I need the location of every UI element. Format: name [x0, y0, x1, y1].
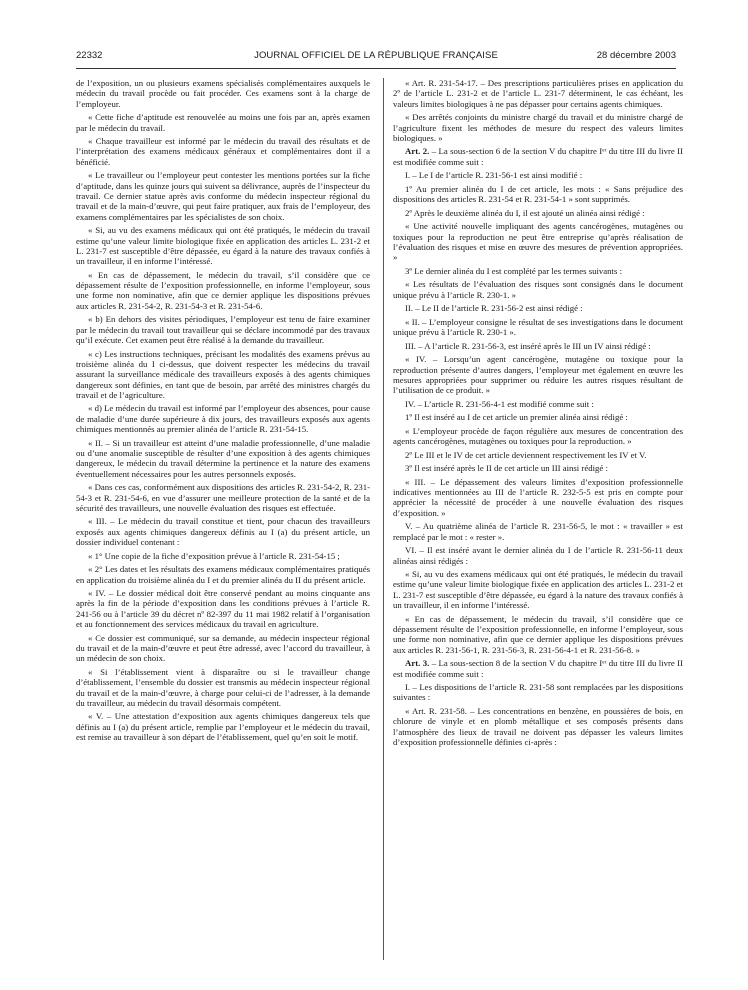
- paragraph: de l’exposition, un ou plusieurs examens spécialisés complémentaires auxquels le médecin du travail procède ou fait procéder. Ces examens sont à la charge de l’employeur.: [76, 78, 370, 109]
- paragraph: « Des arrêtés conjoints du ministre chargé du travail et du ministre chargé de l’agriculture fixent les méthodes de mesure du respect des valeurs limites biologiques. »: [393, 112, 683, 143]
- paragraph: II. – Le II de l’article R. 231-56-2 est ainsi rédigé :: [405, 303, 583, 314]
- paragraph: III. – A l’article R. 231-56-3, est inséré après le III un IV ainsi rédigé :: [405, 340, 651, 351]
- header-rule: [76, 68, 676, 69]
- paragraph: IV. – L’article R. 231-56-4-1 est modifié comme suit :: [405, 398, 594, 409]
- paragraph: « En cas de dépassement, le médecin du travail, s’il considère que ce dépassement résulte de l’exposition professionnelle, en informe l’employeur, sous une forme non nominative, afin que ce dernier applique les dispositions prévues aux articles R. 231-54-2, R. 231-54-3 et R. 231-54-6.: [76, 269, 370, 311]
- paragraph: « d) Le médecin du travail est informé par l’employeur des absences, pour cause de maladie d’une durée supérieure à dix jours, des travailleurs exposés aux agents chimiques mentionnés au premier alinéa de l’article R. 231-54-15.: [76, 403, 370, 435]
- paragraph: « II. – Si un travailleur est atteint d’une maladie professionnelle, d’une maladie ou d’une anomalie susceptible de résulter d’une exposition à des agents chimiques dangereux, le médecin du travail détermine la pertinence et la nature des examens éventuellement nécessaires pour les autres personnels exposés.: [76, 437, 370, 479]
- paragraph: 3º Il est inséré après le II de cet article un III ainsi rédigé :: [405, 463, 608, 474]
- right-column: [393, 78, 683, 750]
- paragraph: « c) Les instructions techniques, précisant les modalités des examens prévus au troisième alinéa du I ci-dessus, que doivent respecter les médecins du travail assurant la surveillance médicale des travailleurs exposés à des agents chimiques dangereux sont définies, en tant que de besoin, par arrêté des ministres chargés du travail et de l’agriculture.: [76, 348, 370, 400]
- journal-title: JOURNAL OFFICIEL DE LA RÉPUBLIQUE FRANÇAISE: [254, 50, 498, 61]
- paragraph: « III. – Le médecin du travail constitue et tient, pour chacun des travailleurs exposés aux agents chimiques dangereux définis au I (a) du présent article, un dossier individuel contenant :: [76, 516, 370, 548]
- article-heading: Art. 2. – La sous-section 6 de la section V du chapitre Iᵉʳ du titre III du livre II est modifiée comme suit :: [393, 146, 683, 167]
- paragraph: I. – Le I de l’article R. 231-56-1 est ainsi modifié :: [405, 170, 583, 181]
- paragraph: 2º Après le deuxième alinéa du I, il est ajouté un alinéa ainsi rédigé :: [405, 207, 645, 218]
- paragraph: 3º Le dernier alinéa du I est complété par les termes suivants :: [405, 265, 623, 276]
- paragraph: « IV. – Lorsqu’un agent cancérogène, mutagène ou toxique pour la reproduction présente d’autres dangers, l’employeur met également en œuvre les mesures appropriées pour supprimer ou réduire les autres risques résultant de l’utilisation de ce produit. »: [393, 354, 683, 396]
- paragraph: 1º Il est inséré au I de cet article un premier alinéa ainsi rédigé :: [405, 412, 628, 423]
- paragraph: « Art. R. 231-54-17. – Des prescriptions particulières prises en application du 2º de l’article L. 231-2 et de l’article L. 231-7 déterminent, le cas échéant, les valeurs limites biologiques à ne pas dépasser pour certains agents chimiques.: [393, 78, 683, 109]
- paragraph: « Art. R. 231-58. – Les concentrations en benzène, en poussières de bois, en chlorure de vinyle et en plomb métallique et ses composés présents dans l’atmosphère des lieux de travail ne doivent pas dépasser les valeurs limites d’exposition professionnelle définies ci-après :: [393, 705, 683, 747]
- paragraph: 1º Au premier alinéa du I de cet article, les mots : « Sans préjudice des dispositions des articles R. 231-54 et R. 231-54-1 » sont supprimés.: [393, 183, 683, 205]
- paragraph: « IV. – Le dossier médical doit être conservé pendant au moins cinquante ans après la fin de la période d’exposition dans les conditions prévues à l’article R. 241-56 ou à l’article 39 du décret nº 82-397 du 11 mai 1982 relatif à l’organisation et au fonctionnement des services médicaux du travail en agriculture.: [76, 588, 370, 630]
- publication-date: 28 décembre 2003: [596, 50, 676, 61]
- paragraph: « Une activité nouvelle impliquant des agents cancérogènes, mutagènes ou toxiques pour la reproduction ne peut être entreprise qu’après réalisation de l’évaluation des risques et mise en œuvre des mesures de prévention appropriées. »: [393, 221, 683, 263]
- left-column: [76, 78, 370, 746]
- paragraph: « II. – L’employeur consigne le résultat de ses investigations dans le document unique prévu à l’article R. 230-1 ».: [393, 316, 683, 338]
- column-divider: [383, 78, 384, 960]
- paragraph: « Le travailleur ou l’employeur peut contester les mentions portées sur la fiche d’aptitude, dans les quinze jours qui suivent sa délivrance, auprès de l’inspecteur du travail. Ce dernier statue après avis conforme du médecin inspecteur régional du travail et de la main-d’œuvre, qui peut faire pratiquer, aux frais de l’employeur, des examens complémentaires par les spécialistes de son choix.: [76, 170, 371, 222]
- paragraph: VI. – Il est inséré avant le dernier alinéa du I de l’article R. 231-56-11 deux alinéas ainsi rédigés :: [393, 545, 683, 566]
- article-number: Art. 3.: [405, 658, 430, 669]
- paragraph: « Ce dossier est communiqué, sur sa demande, au médecin inspecteur régional du travail et de la main-d’œuvre et peut être adressé, avec l’accord du travailleur, à un médecin de son choix.: [76, 632, 370, 664]
- paragraph: « Chaque travailleur est informé par le médecin du travail des résultats et de l’interprétation des examens médicaux généraux et complémentaires dont il a bénéficié.: [76, 136, 370, 167]
- page-header: [76, 50, 676, 64]
- article-heading: Art. 3. – La sous-section 8 de la section V du chapitre Iᵉʳ du titre III du livre II est modifiée comme suit :: [393, 658, 683, 679]
- article-number: Art. 2.: [405, 146, 430, 157]
- paragraph: « En cas de dépassement, le médecin du travail, s’il considère que ce dépassement résulte de l’exposition professionnelle, en informe l’employeur, sous une forme non nominative, afin que ce dernier applique les dispositions prévues aux articles R. 231-56-1, R. 231-56-3, R. 231-56-4-1 et R. 231-56-8. »: [393, 613, 683, 655]
- paragraph: « 1° Une copie de la fiche d’exposition prévue à l’article R. 231-54-15 ;: [88, 550, 340, 561]
- paragraph: « Cette fiche d’aptitude est renouvelée au moins une fois par an, après examen par le médecin du travail.: [76, 112, 370, 133]
- paragraph: « Dans ces cas, conformément aux dispositions des articles R. 231-54-2, R. 231-54-3 et R. 231-54-6, en vue d’assurer une meilleure protection de la santé et de la sécurité des travailleurs, une nouvelle évaluation des risques est effectuée.: [76, 482, 370, 513]
- paragraph: « III. – Le dépassement des valeurs limites d’exposition professionnelle indicatives mentionnées au III de l’article R. 232-5-5 est pris en compte pour apprécier la nécessité de procéder à une nouvelle évaluation des risques d’exposition. »: [393, 476, 683, 518]
- paragraph: « L’employeur procède de façon régulière aux mesures de concentration des agents cancérogènes, mutagènes ou toxiques pour la reproduction. »: [393, 425, 683, 447]
- paragraph: 2º Le III et le IV de cet article deviennent respectivement les IV et V.: [405, 449, 647, 460]
- paragraph: « 2° Les dates et les résultats des examens médicaux complémentaires pratiqués en application du troisième alinéa du I et du premier alinéa du II du présent article.: [76, 564, 370, 585]
- paragraph: V. – Au quatrième alinéa de l’article R. 231-56-5, le mot : « travailler » est remplacé par le mot : « rester ».: [393, 521, 683, 542]
- paragraph: I. – Les dispositions de l’article R. 231-58 sont remplacées par les dispositions suivantes :: [393, 682, 683, 703]
- paragraph: « Les résultats de l’évaluation des risques sont consignés dans le document unique prévu à l’article R. 230-1. »: [393, 279, 683, 300]
- paragraph: « V. – Une attestation d’exposition aux agents chimiques dangereux tels que définis au I (a) du présent article, remplie par l’employeur et le médecin du travail, est remise au travailleur à son départ de l’établissement, quel qu’en soit le motif.: [76, 711, 370, 743]
- page-number: 22332: [76, 50, 103, 61]
- paragraph: « Si, au vu des examens médicaux qui ont été pratiqués, le médecin du travail estime qu’une valeur limite biologique fixée en application des articles L. 231-2 et L. 231-7 est susceptible d’être dépassée, eu égard à la nature des travaux confiés à un travailleur, il en informe l’intéressé.: [393, 569, 683, 611]
- paragraph: « Si, au vu des examens médicaux qui ont été pratiqués, le médecin du travail estime qu’une valeur limite biologique fixée en application des articles L. 231-2 et L. 231-7 est susceptible d’être dépassée, eu égard à la nature des travaux confiés à un travailleur, il en informe l’intéressé.: [76, 225, 370, 267]
- paragraph: « Si l’établissement vient à disparaître ou si le travailleur change d’établissement, l’ensemble du dossier est transmis au médecin inspecteur régional du travail et de la main-d’œuvre, à charge pour celui-ci de l’adresser, à la demande du travailleur, au médecin du travail désormais compétent.: [76, 666, 370, 708]
- paragraph: « b) En dehors des visites périodiques, l’employeur est tenu de faire examiner par le médecin du travail tout travailleur qui se déclare incommodé par des travaux qu’il exécute. Cet examen peut être réalisé à la demande du travailleur.: [76, 314, 370, 346]
